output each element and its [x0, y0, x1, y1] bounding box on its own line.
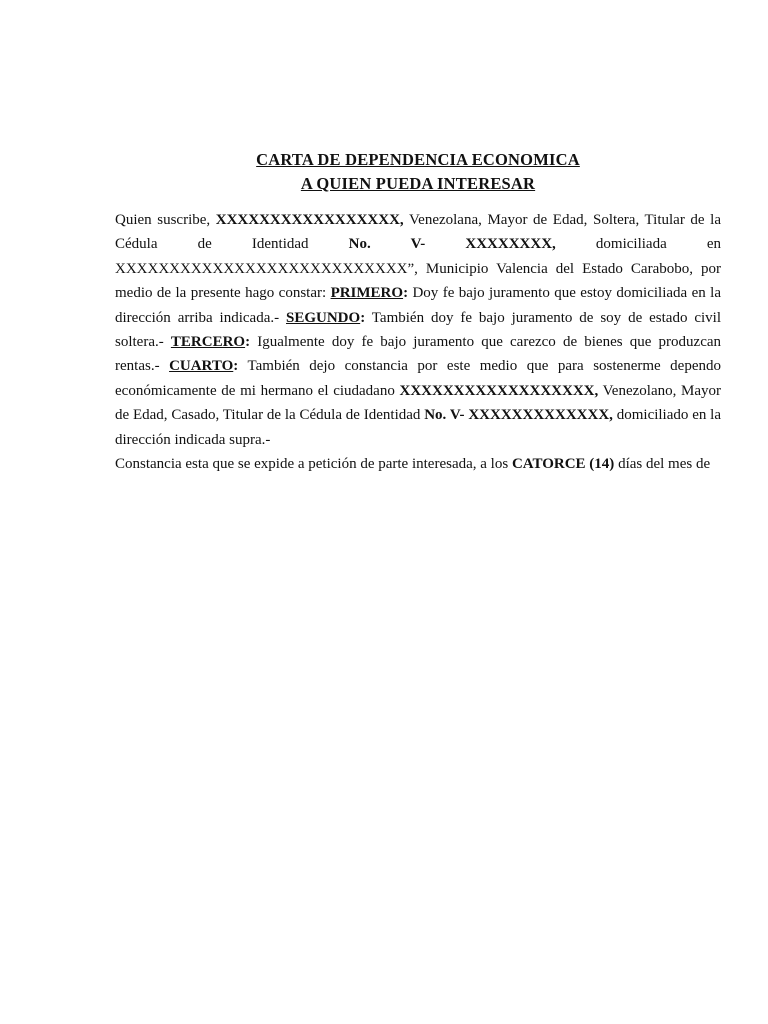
clause-colon: : [245, 334, 251, 351]
paragraph-text: Venezolana, Mayor de Edad, Soltera, Titular de la Cédula de Identidad [115, 212, 721, 253]
declarant-id-number: No. V- XXXXXXXX, [348, 236, 556, 253]
paragraph-text: Doy fe bajo juramento que estoy domiciliada en la dirección arriba indicada.- [115, 285, 721, 326]
document-body [115, 208, 721, 476]
brother-id-number: No. V- XXXXXXXXXXXXX, [424, 407, 613, 424]
clause-primero-label: PRIMERO [330, 285, 404, 302]
clause-tercero-label: TERCERO [170, 334, 246, 351]
document-subtitle: A QUIEN PUEDA INTERESAR [300, 174, 536, 193]
body-paragraph-closing [115, 452, 721, 476]
brother-name: XXXXXXXXXXXXXXXXXX, [399, 382, 599, 399]
paragraph-text: días del mes de [614, 456, 711, 473]
clause-colon: : [360, 309, 366, 326]
document-title: CARTA DE DEPENDENCIA ECONOMICA [256, 150, 580, 169]
paragraph-text: Venezolano, Mayor de Edad, Casado, Titular de la Cédula de Identidad [115, 382, 721, 424]
body-paragraph-declaration [115, 208, 721, 452]
paragraph-text: domiciliado en la dirección indicada supra.- [115, 407, 721, 448]
paragraph-text: Quien suscribe, [115, 212, 216, 228]
clause-colon: : [403, 285, 409, 302]
issue-day: CATORCE (14) [511, 456, 615, 473]
declarant-name: XXXXXXXXXXXXXXXXX, [215, 212, 404, 228]
paragraph-text: Constancia esta que se expide a petición de parte interesada, a los [115, 456, 512, 473]
paragraph-text: Igualmente doy fe bajo juramento que carezco de bienes que produzcan rentas.- [115, 334, 722, 375]
paragraph-text: También doy fe bajo juramento de soy de estado civil soltera.- [115, 309, 721, 351]
document-content [115, 148, 721, 476]
paragraph-text: domiciliada en XXXXXXXXXXXXXXXXXXXXXXXXXXX”, Municipio Valencia del Estado Carabobo, por medio de la presente hago constar: [115, 236, 722, 302]
clause-segundo-label: SEGUNDO [286, 309, 361, 326]
clause-colon: : [233, 358, 239, 375]
clause-cuarto-label: CUARTO [169, 358, 234, 375]
paragraph-text: También dejo constancia por este medio que para sostenerme dependo económicamente de mi hermano el ciudadano [115, 358, 721, 399]
